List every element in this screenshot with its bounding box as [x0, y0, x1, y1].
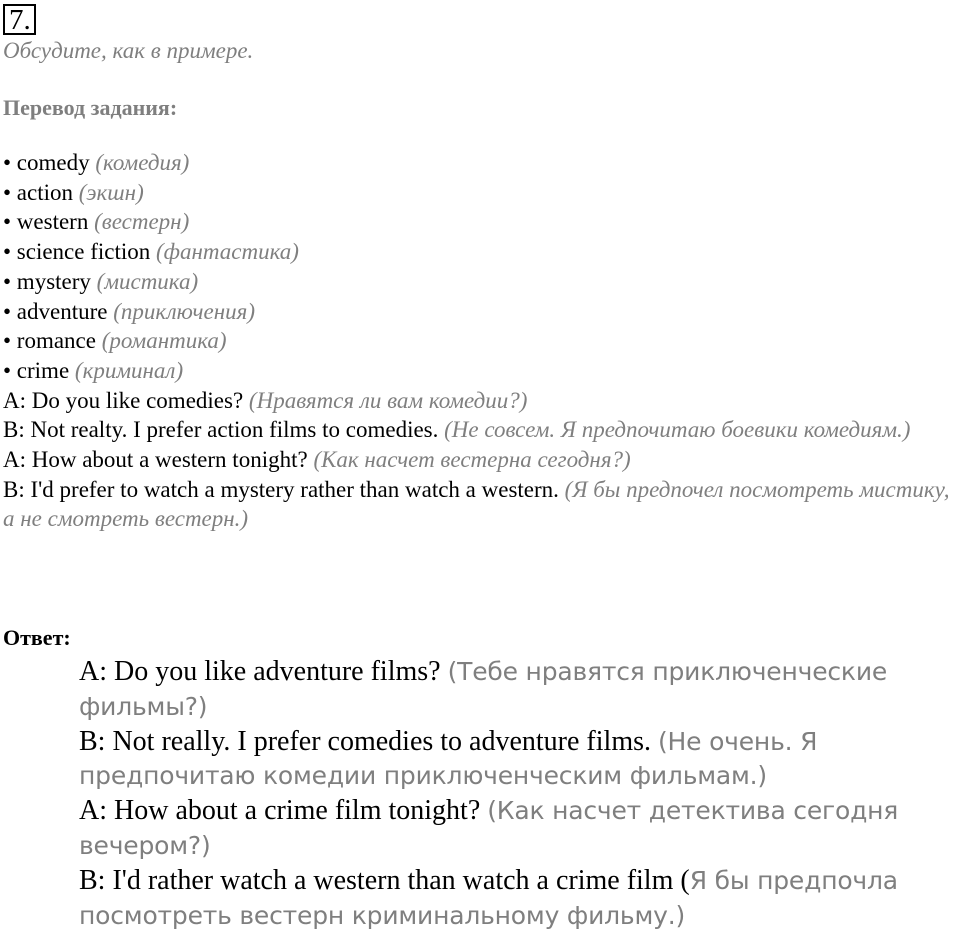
- answer-text: B: Not really. I prefer comedies to adventure films.: [79, 725, 651, 757]
- answer-translation: (Тебе нравятся приключенческие фильмы?): [79, 657, 888, 721]
- answer-lines: [79, 655, 949, 933]
- genre-translation: (комедия): [95, 150, 190, 175]
- genre-word: • science fiction: [3, 239, 151, 265]
- genre-item: [3, 148, 958, 178]
- answer-text: B: I'd rather watch a western than watch a crime film (: [79, 864, 690, 896]
- genre-word: • action: [3, 179, 73, 205]
- answer-translation: (Как насчет детектива сегодня вечером?): [79, 796, 899, 860]
- genre-item: [3, 356, 958, 386]
- answer-line: [79, 725, 949, 795]
- answer-translation: Я бы предпочла посмотреть вестерн криминальному фильму.): [79, 865, 898, 930]
- genre-item: [3, 326, 958, 356]
- genre-word: • romance: [3, 328, 96, 354]
- answer-line: [79, 655, 949, 725]
- answer-text: A: Do you like adventure films?: [79, 656, 441, 687]
- dialogue-text: B: I'd prefer to watch a mystery rather than watch a western.: [3, 476, 559, 502]
- dialogue-text: B: Not realty. I prefer action films to comedies.: [3, 417, 439, 443]
- task-number: 7.: [3, 4, 36, 35]
- answer-heading: Ответ:: [3, 625, 71, 650]
- genre-word: • comedy: [3, 150, 90, 175]
- genre-item: [3, 207, 958, 237]
- dialogue-line: [3, 445, 958, 475]
- genre-translation: (приключения): [113, 298, 255, 324]
- answer-line: [79, 794, 949, 864]
- genre-word: • crime: [3, 357, 70, 383]
- genre-translation: (фантастика): [156, 239, 299, 265]
- genre-translation: (мистика): [96, 268, 199, 294]
- genre-translation: (криминал): [74, 357, 184, 383]
- answer-text: A: How about a crime film tonight?: [79, 795, 481, 827]
- dialogue-text: A: Do you like comedies?: [3, 387, 244, 413]
- genre-item: [3, 237, 958, 267]
- genre-item: [3, 267, 958, 297]
- answer-line: [79, 864, 949, 933]
- dialogue-translation: (Как насчет вестерна сегодня?): [313, 447, 631, 473]
- task-lines: [3, 148, 958, 534]
- translation-heading: Перевод задания:: [3, 95, 178, 120]
- dialogue-translation: (Не совсем. Я предпочитаю боевики комедиям.): [444, 417, 911, 443]
- dialogue-line: [3, 415, 958, 445]
- dialogue-line: [3, 475, 958, 534]
- dialogue-translation: (Я бы предпочел посмотреть мистику, а не смотреть вестерн.): [3, 476, 950, 532]
- genre-translation: (романтика): [101, 328, 227, 354]
- genre-item: [3, 297, 958, 327]
- genre-word: • adventure: [3, 298, 108, 324]
- task-instruction: Обсудите, как в примере.: [3, 38, 254, 63]
- dialogue-text: A: How about a western tonight?: [3, 447, 308, 473]
- answer-translation: (Не очень. Я предпочитаю комедии приключенческим фильмам.): [79, 726, 818, 791]
- genre-item: [3, 178, 958, 208]
- genre-word: • mystery: [3, 268, 91, 294]
- dialogue-line: [3, 386, 958, 416]
- dialogue-translation: (Нравятся ли вам комедии?): [248, 387, 528, 413]
- genre-translation: (экшн): [78, 179, 144, 205]
- genre-word: • western: [3, 209, 89, 235]
- genre-translation: (вестерн): [94, 209, 190, 235]
